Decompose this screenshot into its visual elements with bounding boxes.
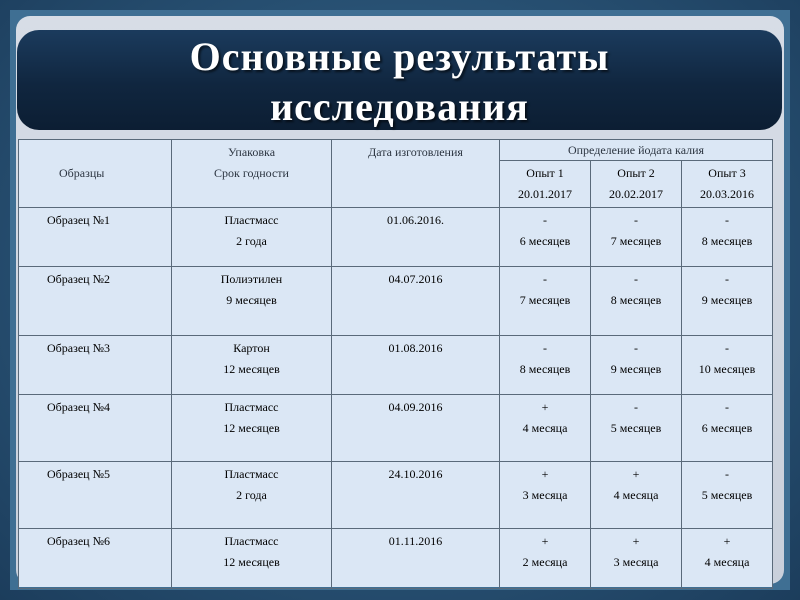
packaging-type: Полиэтилен	[220, 272, 283, 286]
cell-packaging	[172, 336, 332, 395]
cell-sample: Образец №6	[19, 529, 172, 589]
cell-trial-1	[500, 395, 591, 462]
trial-age: 7 месяцев	[610, 234, 662, 248]
trial-result-sign: -	[543, 341, 547, 355]
cell-manufacture-date: 04.07.2016	[332, 267, 500, 336]
packaging-type: Картон	[233, 341, 270, 355]
cell-manufacture-date: 01.08.2016	[332, 336, 500, 395]
packaging-type: Пластмасс	[224, 400, 279, 414]
trial-age: 6 месяцев	[701, 421, 753, 435]
header-packaging-label: Упаковка	[227, 145, 276, 159]
table-row	[19, 462, 773, 529]
cell-sample: Образец №1	[19, 208, 172, 267]
table-row	[19, 336, 773, 395]
trial-result-sign: +	[723, 534, 731, 548]
cell-packaging	[172, 529, 332, 589]
trial-result-sign: -	[725, 341, 729, 355]
table-row	[19, 529, 773, 589]
trial-result-sign: -	[725, 272, 729, 286]
trial-age: 4 месяца	[613, 488, 659, 502]
header-trial-2	[591, 161, 682, 208]
header-manufacture-date: Дата изготовления	[332, 140, 500, 208]
header-trial-3	[682, 161, 773, 208]
header-shelf-life-label: Срок годности	[214, 166, 289, 180]
cell-sample: Образец №2	[19, 267, 172, 336]
shelf-life: 9 месяцев	[226, 293, 277, 307]
trial-result-sign: -	[543, 213, 547, 227]
header-trial-1	[500, 161, 591, 208]
table-row	[19, 267, 773, 336]
slide-title-line-2: исследования	[270, 84, 529, 129]
trial-result-sign: +	[632, 467, 640, 481]
trial-result-sign: +	[541, 467, 549, 481]
trial-age: 3 месяца	[522, 488, 568, 502]
shelf-life: 12 месяцев	[223, 362, 280, 376]
cell-trial-1	[500, 267, 591, 336]
cell-trial-3	[682, 395, 773, 462]
slide-title	[17, 30, 782, 132]
packaging-type: Пластмасс	[224, 213, 279, 227]
trial-age: 4 месяца	[522, 421, 568, 435]
cell-trial-1	[500, 336, 591, 395]
cell-trial-2	[591, 267, 682, 336]
cell-trial-2	[591, 208, 682, 267]
trial-result-sign: -	[634, 272, 638, 286]
title-banner	[17, 30, 782, 130]
trial-age: 6 месяцев	[519, 234, 571, 248]
cell-packaging	[172, 267, 332, 336]
cell-trial-2	[591, 336, 682, 395]
shelf-life: 12 месяцев	[223, 421, 280, 435]
trial-age: 5 месяцев	[701, 488, 753, 502]
shelf-life: 12 месяцев	[223, 555, 280, 569]
cell-trial-2	[591, 529, 682, 589]
header-trial-3-label: Опыт 3	[708, 166, 746, 180]
packaging-type: Пластмасс	[224, 467, 279, 481]
shelf-life: 2 года	[236, 488, 267, 502]
header-trial-1-label: Опыт 1	[526, 166, 564, 180]
results-table-container	[18, 139, 772, 587]
cell-packaging	[172, 395, 332, 462]
header-trial-2-date: 20.02.2017	[609, 187, 663, 201]
header-trial-1-date: 20.01.2017	[518, 187, 572, 201]
cell-trial-3	[682, 529, 773, 589]
trial-result-sign: +	[632, 534, 640, 548]
cell-trial-3	[682, 336, 773, 395]
trial-age: 3 месяца	[613, 555, 659, 569]
trial-age: 2 месяца	[522, 555, 568, 569]
header-samples: Образцы	[19, 140, 172, 208]
cell-sample: Образец №3	[19, 336, 172, 395]
header-trial-3-date: 20.03.2016	[700, 187, 754, 201]
trial-result-sign: -	[634, 213, 638, 227]
cell-trial-1	[500, 208, 591, 267]
cell-sample: Образец №5	[19, 462, 172, 529]
trial-result-sign: -	[543, 272, 547, 286]
cell-packaging	[172, 208, 332, 267]
cell-trial-1	[500, 462, 591, 529]
header-row-1	[19, 140, 773, 161]
trial-age: 9 месяцев	[701, 293, 753, 307]
trial-result-sign: -	[725, 400, 729, 414]
trial-age: 8 месяцев	[610, 293, 662, 307]
trial-age: 9 месяцев	[610, 362, 662, 376]
trial-result-sign: -	[725, 213, 729, 227]
table-row	[19, 208, 773, 267]
header-iodate-group: Определение йодата калия	[500, 140, 773, 161]
cell-manufacture-date: 04.09.2016	[332, 395, 500, 462]
cell-manufacture-date: 01.11.2016	[332, 529, 500, 589]
trial-result-sign: +	[541, 534, 549, 548]
cell-sample: Образец №4	[19, 395, 172, 462]
cell-manufacture-date: 24.10.2016	[332, 462, 500, 529]
trial-age: 10 месяцев	[698, 362, 756, 376]
trial-age: 7 месяцев	[519, 293, 571, 307]
cell-packaging	[172, 462, 332, 529]
cell-trial-3	[682, 208, 773, 267]
cell-manufacture-date: 01.06.2016.	[332, 208, 500, 267]
trial-age: 5 месяцев	[610, 421, 662, 435]
trial-result-sign: +	[541, 400, 549, 414]
header-packaging	[172, 140, 332, 208]
trial-age: 8 месяцев	[701, 234, 753, 248]
cell-trial-3	[682, 462, 773, 529]
trial-age: 4 месяца	[704, 555, 750, 569]
cell-trial-3	[682, 267, 773, 336]
trial-result-sign: -	[725, 467, 729, 481]
table-row	[19, 395, 773, 462]
trial-age: 8 месяцев	[519, 362, 571, 376]
shelf-life: 2 года	[236, 234, 267, 248]
header-trial-2-label: Опыт 2	[617, 166, 655, 180]
cell-trial-2	[591, 395, 682, 462]
results-table	[18, 139, 773, 589]
packaging-type: Пластмасс	[224, 534, 279, 548]
cell-trial-2	[591, 462, 682, 529]
trial-result-sign: -	[634, 341, 638, 355]
slide-title-line-1: Основные результаты	[189, 34, 610, 79]
cell-trial-1	[500, 529, 591, 589]
trial-result-sign: -	[634, 400, 638, 414]
